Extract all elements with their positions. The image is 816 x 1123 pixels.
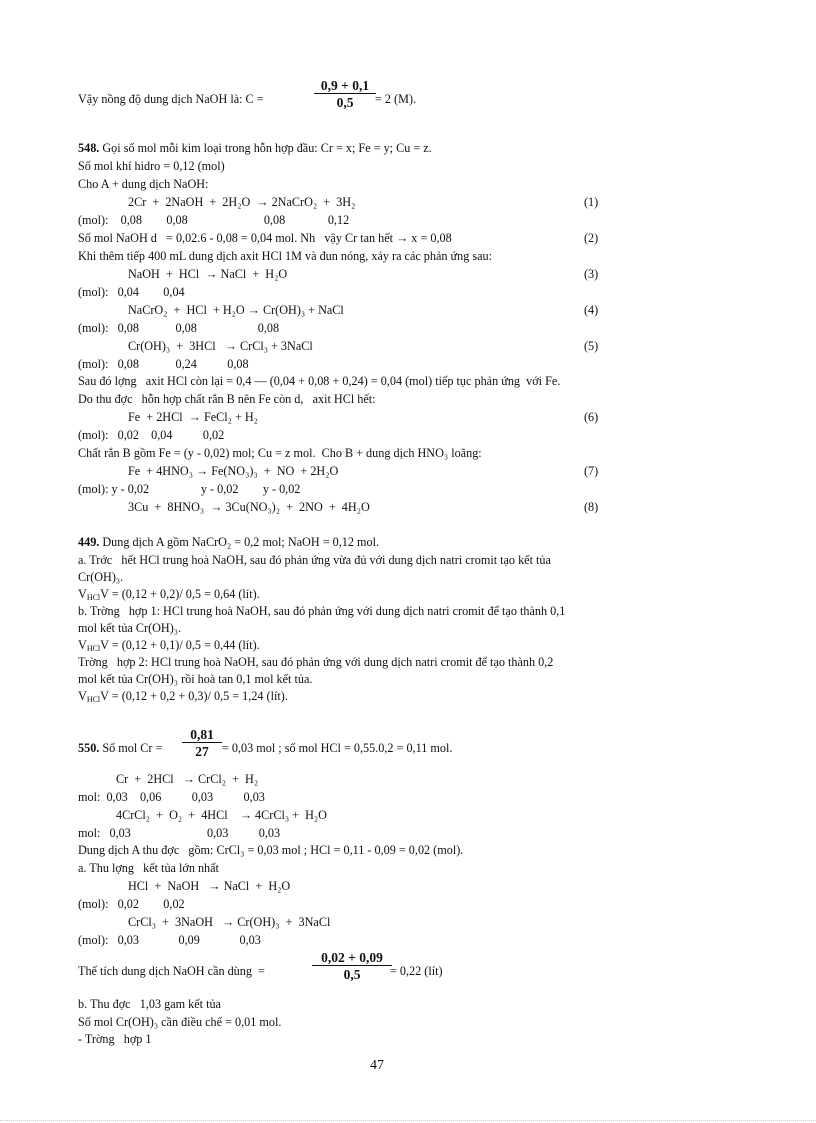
problem-449-heading: [78, 535, 379, 549]
text-line: mol kết tủa Cr(OH)₃ rồi hoà tan 0,1 mol kết tủa.: [78, 672, 313, 686]
vhcl-label: $V_{HCl}$: [78, 689, 101, 704]
text-line: Số mol Cr =: [99, 741, 163, 755]
fraction-naoh: [314, 78, 376, 110]
equation-number: (3): [584, 267, 599, 281]
page-edge-divider: [0, 1120, 816, 1121]
text-line: = 0,22 (lít): [390, 964, 443, 978]
mol-line: (mol): 0,02 0,04 0,02: [78, 428, 225, 442]
text-line: Gọi số mol mỗi kim loại trong hỗn hợp đầu: Cr = x; Fe = y; Cu = z.: [99, 141, 432, 155]
text-line: Chất rắn B gồm Fe = (y - 0,02) mol; Cu = z mol. Cho B + dung dịch HNO₃ loãng:: [78, 446, 482, 460]
equation-number: (8): [584, 500, 599, 514]
text-line: Do thu đợc hỗn hợp chất rắn B nên Fe còn d, axit HCl hết:: [78, 392, 376, 406]
problem-550-heading: [78, 741, 162, 755]
equation: NaOH + HCl → NaCl + H₂O: [128, 267, 288, 281]
equation-number: (7): [584, 464, 599, 478]
equation: CrCl₃ + 3NaOH → Cr(OH)₃ + 3NaCl: [128, 915, 331, 929]
fraction-denominator: 0,5: [343, 967, 361, 982]
text-line: a. Trớc hết HCl trung hoà NaOH, sau đó phản ứng vừa đủ với dung dịch natri cromit tạo kết tủa: [78, 553, 551, 567]
equation: NaCrO₂ + HCl + H₂O → Cr(OH)₃ + NaCl: [128, 303, 344, 317]
equation-number: (1): [584, 195, 599, 209]
problem-548-heading: [78, 141, 432, 155]
vhcl-label: $V_{HCl}$: [78, 587, 101, 602]
text-line: Số mol NaOH d = 0,02.6 - 0,08 = 0,04 mol. Nh vậy Cr tan hết → x = 0,08: [78, 231, 452, 245]
fraction-denominator: 27: [195, 744, 209, 759]
vhcl-subscript: HCl: [86, 695, 101, 704]
text-line: Dung dịch A thu đợc gồm: CrCl₃ = 0,03 mol ; HCl = 0,11 - 0,09 = 0,02 (mol).: [78, 843, 464, 857]
fraction-denominator: 0,5: [336, 95, 354, 110]
mol-line: (mol): 0,08 0,08 0,08: [78, 321, 280, 335]
mol-line: (mol): 0,08 0,08 0,08 0,12: [78, 213, 350, 227]
text-line: Cr(OH)₃.: [78, 570, 124, 584]
text-line: a. Thu lợng kết tủa lớn nhất: [78, 861, 219, 875]
vhcl-subscript: HCl: [86, 593, 101, 602]
mol-line: (mol): y - 0,02 y - 0,02 y - 0,02: [78, 482, 301, 496]
page-number: 47: [370, 1058, 384, 1073]
text-line: Sau đó lợng axit HCl còn lại = 0,4 — (0,04 + 0,08 + 0,24) = 0,04 (mol) tiếp tục phản ứng với Fe.: [78, 374, 561, 388]
equation-number: (4): [584, 303, 599, 317]
vhcl-subscript: HCl: [86, 644, 101, 653]
equation-number: (5): [584, 339, 599, 353]
text-line: = 0,03 mol ; số mol HCl = 0,55.0,2 = 0,11 mol.: [222, 741, 453, 755]
equation: 4CrCl₂ + O₂ + 4HCl → 4CrCl₃ + H₂O: [116, 808, 327, 822]
text-line: Số mol khí hidro = 0,12 (mol): [78, 159, 225, 173]
text-line: Dung dịch A gồm NaCrO₂ = 0,2 mol; NaOH = 0,12 mol.: [99, 535, 380, 549]
mol-line: (mol): 0,04 0,04: [78, 285, 185, 299]
mol-line: mol: 0,03 0,06 0,03 0,03: [78, 790, 265, 804]
equation-number: (2): [584, 231, 599, 245]
problem-number: 449.: [78, 535, 100, 549]
text-line: b. Thu đợc 1,03 gam kết tủa: [78, 997, 221, 1011]
text-line: mol kết tủa Cr(OH)₃.: [78, 621, 182, 635]
text-line: Trờng hợp 2: HCl trung hoà NaOH, sau đó phản ứng với dung dịch natri cromit để tạo thành 0,2: [78, 655, 554, 669]
equation: Cr(OH)₃ + 3HCl → CrCl₃ + 3NaCl: [128, 339, 313, 353]
text-line: Khi thêm tiếp 400 mL dung dịch axit HCl 1M và đun nóng, xảy ra các phản ứng sau:: [78, 249, 493, 263]
equation: 2Cr + 2NaOH + 2H₂O → 2NaCrO₂ + 3H₂: [128, 195, 356, 209]
fraction-naoh-volume: [312, 950, 392, 982]
text-line: Cho A + dung dịch NaOH:: [78, 177, 209, 191]
volume-line: [78, 587, 260, 601]
equation: Fe + 2HCl → FeCl₂ + H₂: [128, 410, 258, 424]
text-line: Thể tích dung dịch NaOH cần dùng =: [78, 964, 265, 978]
text-line: V = (0,12 + 0,2 + 0,3)/ 0,5 = 1,24 (lít).: [100, 689, 288, 703]
equation: Fe + 4HNO₃ → Fe(NO₃)₃ + NO + 2H₂O: [128, 464, 339, 478]
mol-line: (mol): 0,08 0,24 0,08: [78, 357, 249, 371]
vhcl-label: $V_{HCl}$: [78, 638, 101, 653]
volume-line: [78, 689, 288, 703]
text-line: V = (0,12 + 0,1)/ 0,5 = 0,44 (lít).: [100, 638, 260, 652]
equation: 3Cu + 8HNO₃ → 3Cu(NO₃)₂ + 2NO + 4H₂O: [128, 500, 370, 514]
problem-number: 548.: [78, 141, 100, 155]
text-line: = 2 (M).: [375, 92, 417, 106]
text-line: b. Trờng hợp 1: HCl trung hoà NaOH, sau đó phản ứng với dung dịch natri cromit để tạo thành 0,1: [78, 604, 566, 618]
problem-number: 550.: [78, 741, 100, 755]
text-line: V = (0,12 + 0,2)/ 0,5 = 0,64 (lít).: [100, 587, 260, 601]
fraction-numerator: 0,81: [182, 727, 222, 743]
fraction-numerator: 0,9 + 0,1: [314, 78, 376, 94]
equation-number: (6): [584, 410, 599, 424]
equation: Cr + 2HCl → CrCl₂ + H₂: [116, 772, 259, 786]
text-line: Số mol Cr(OH)₃ cần điều chế = 0,01 mol.: [78, 1015, 282, 1029]
mol-line: (mol): 0,02 0,02: [78, 897, 185, 911]
mol-line: mol: 0,03 0,03 0,03: [78, 826, 281, 840]
text-line: Vậy nồng độ dung dịch NaOH là: C =: [78, 92, 264, 106]
fraction-cr-mol: [182, 727, 222, 759]
text-line: - Trờng hợp 1: [78, 1032, 152, 1046]
fraction-numerator: 0,02 + 0,09: [312, 950, 392, 966]
equation: HCl + NaOH → NaCl + H₂O: [128, 879, 291, 893]
volume-line: [78, 638, 260, 652]
mol-line: (mol): 0,03 0,09 0,03: [78, 933, 261, 947]
